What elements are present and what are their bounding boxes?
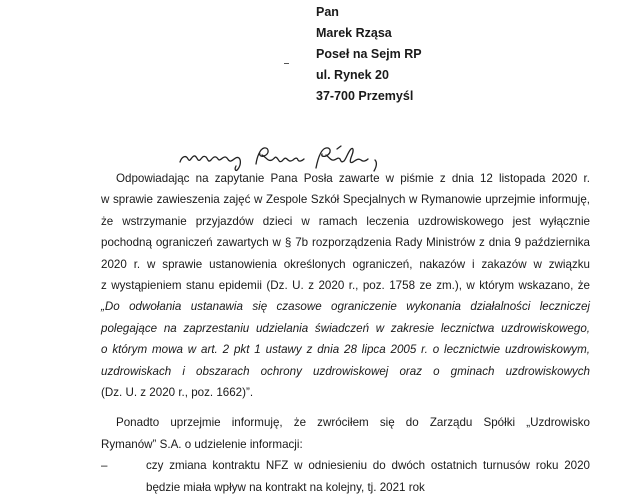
recipient-street: ul. Rynek 20 (316, 68, 389, 82)
paragraph-1-line-6: z wystąpieniem stanu epidemii (Dz. U. z 2020 r., poz. 1758 ze zm.), w którym wskazano, że (101, 279, 590, 293)
quote-line-3: o którym mowa w art. 2 pkt 1 ustawy z dnia 28 lipca 2005 r. o lecznictwie uzdrowiskowym, (101, 343, 590, 357)
paragraph-1-line-5: 2020 r. w sprawie ustanowienia określonych ograniczeń, nakazów i zakazów w związku (101, 257, 590, 271)
letter-body (101, 168, 590, 498)
bullet-item-1-line-2: będzie miała wpływ na kontrakt na kolejny, tj. 2021 rok (146, 480, 425, 494)
paragraph-1-line-1: Odpowiadając na zapytanie Pana Posła zawarte w piśmie z dnia 12 listopada 2020 r. (116, 172, 590, 185)
paragraph-gap (101, 403, 590, 412)
paragraph-1-line-4: pochodną ograniczeń zawartych w § 7b rozporządzenia Rady Ministrów z dnia 9 października (101, 236, 590, 250)
bullet-item-1-line-1: czy zmiana kontraktu NFZ w odniesieniu do dwóch ostatnich turnusów roku 2020 (146, 459, 590, 473)
fold-mark (284, 63, 289, 64)
quote-line-2: polegające na zaprzestaniu udzielania świadczeń w zakresie lecznictwa uzdrowiskowego, (101, 321, 590, 335)
paragraph-1 (101, 168, 590, 403)
paragraph-2-line-2: Rymanów” S.A. o udzielenie informacji: (101, 437, 303, 451)
quote-line-1: „Do odwołania ustanawia się czasowe ograniczenie wykonania działalności leczniczej (101, 300, 590, 314)
recipient-name: Marek Rząsa (316, 26, 392, 40)
quote-line-5: (Dz. U. z 2020 r., poz. 1662)”. (101, 386, 254, 400)
recipient-title: Pan (316, 5, 339, 19)
paragraph-2 (101, 412, 590, 455)
paragraph-2-line-1: Ponadto uprzejmie informuję, że zwróciłem się do Zarządu Spółki „Uzdrowisko (116, 416, 590, 430)
paragraph-1-line-2: w sprawie zawieszenia zajęć w Zespole Szkół Specjalnych w Rymanowie uprzejmie informuję, (101, 193, 590, 207)
bullet-item-1 (101, 455, 590, 476)
paragraph-1-line-3: że wstrzymanie przyjazdów dzieci w ramach leczenia uzdrowiskowego jest wyłącznie (101, 214, 590, 228)
recipient-address-block (316, 2, 422, 107)
quote-line-4: uzdrowiskach i obszarach ochrony uzdrowiskowej oraz o gminach uzdrowiskowych (101, 364, 590, 378)
recipient-position: Poseł na Sejm RP (316, 47, 422, 61)
recipient-city: 37-700 Przemyśl (316, 89, 414, 103)
bullet-dash: – (101, 459, 108, 473)
